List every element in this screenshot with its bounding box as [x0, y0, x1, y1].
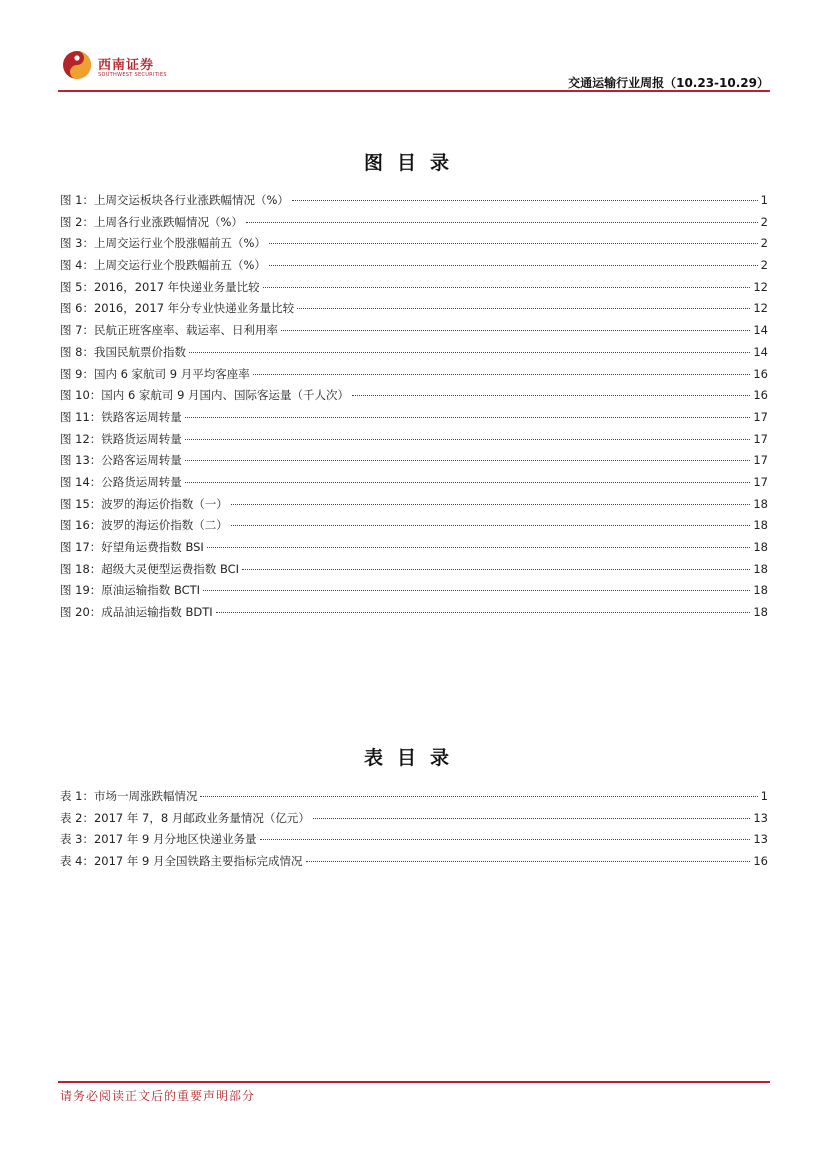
toc-dot-leader	[185, 439, 751, 440]
toc-page-number: 17	[753, 474, 768, 489]
figure-toc-entry[interactable]	[60, 582, 768, 604]
figure-toc-entry[interactable]	[60, 387, 768, 409]
logo-english-name: SOUTHWEST SECURITIES	[98, 72, 167, 78]
toc-dot-leader	[207, 547, 751, 548]
toc-entry-label: 图 20：成品油运输指数 BDTI	[60, 605, 213, 620]
toc-entry-label: 图 7：民航正班客座率、载运率、日利用率	[60, 323, 278, 338]
toc-entry-label: 表 3：2017 年 9 月分地区快递业务量	[60, 832, 257, 847]
figure-toc-entry[interactable]	[60, 366, 768, 388]
toc-entry-label: 图 19：原油运输指数 BCTI	[60, 583, 201, 598]
toc-entry-label: 图 14：公路货运周转量	[60, 474, 182, 489]
table-toc-entry[interactable]	[60, 831, 768, 853]
toc-dot-leader	[306, 861, 751, 862]
toc-entry-label: 图 6：2016，2017 年分专业快递业务量比较	[60, 301, 295, 316]
figure-toc-entry[interactable]	[60, 474, 768, 496]
toc-dot-leader	[313, 818, 751, 819]
toc-dot-leader	[269, 265, 758, 266]
table-toc-title: 表目录	[363, 747, 463, 769]
toc-page-number: 18	[753, 605, 768, 620]
toc-dot-leader	[242, 569, 750, 570]
figure-toc-entry[interactable]	[60, 561, 768, 583]
toc-page-number: 18	[753, 561, 768, 576]
toc-entry-label: 图 11：铁路客运周转量	[60, 409, 182, 424]
header-divider	[58, 90, 770, 92]
table-toc-entry[interactable]	[60, 853, 768, 875]
toc-page-number: 17	[753, 431, 768, 446]
footer-disclaimer: 请务必阅读正文后的重要声明部分	[60, 1089, 256, 1103]
toc-dot-leader	[253, 374, 751, 375]
toc-dot-leader	[231, 504, 751, 505]
toc-dot-leader	[216, 612, 751, 613]
report-title: 交通运输行业周报（10.23-10.29）	[568, 76, 769, 90]
toc-page-number: 2	[760, 236, 768, 251]
figure-toc-entry[interactable]	[60, 431, 768, 453]
toc-dot-leader	[269, 243, 758, 244]
toc-dot-leader	[185, 417, 751, 418]
toc-dot-leader	[203, 590, 750, 591]
toc-entry-label: 图 17：好望角运费指数 BSI	[60, 540, 204, 554]
toc-entry-label: 图 12：铁路货运周转量	[60, 431, 182, 446]
figure-toc-entry[interactable]	[60, 257, 768, 279]
toc-page-number: 18	[753, 496, 768, 511]
toc-page-number: 18	[753, 540, 768, 554]
figure-toc-entry[interactable]	[60, 344, 768, 366]
figure-toc-entry[interactable]	[60, 279, 768, 301]
toc-dot-leader	[200, 796, 757, 797]
toc-page-number: 12	[753, 301, 768, 316]
figure-toc-entry[interactable]	[60, 496, 768, 518]
figure-toc-entry[interactable]	[60, 539, 768, 561]
toc-dot-leader	[189, 352, 750, 353]
toc-dot-leader	[185, 460, 751, 461]
figure-toc-entry[interactable]	[60, 192, 768, 214]
toc-page-number: 13	[753, 832, 768, 847]
toc-dot-leader	[292, 200, 758, 201]
toc-page-number: 17	[753, 409, 768, 424]
toc-entry-label: 图 9：国内 6 家航司 9 月平均客座率	[60, 366, 250, 381]
toc-entry-label: 图 3：上周交运行业个股涨幅前五（%）	[60, 236, 266, 251]
toc-entry-label: 图 15：波罗的海运价指数（一）	[60, 496, 228, 511]
company-logo	[62, 50, 172, 84]
toc-entry-label: 图 4：上周交运行业个股跌幅前五（%）	[60, 258, 266, 273]
toc-dot-leader	[281, 330, 750, 331]
toc-page-number: 13	[753, 810, 768, 825]
table-toc-list	[60, 788, 768, 875]
toc-entry-label: 图 16：波罗的海运价指数（二）	[60, 518, 228, 533]
toc-dot-leader	[260, 839, 751, 840]
figure-toc-entry[interactable]	[60, 604, 768, 626]
table-toc-entry[interactable]	[60, 788, 768, 810]
toc-entry-label: 图 2：上周各行业涨跌幅情况（%）	[60, 214, 243, 229]
toc-page-number: 18	[753, 583, 768, 598]
toc-page-number: 16	[753, 854, 768, 869]
toc-page-number: 18	[753, 518, 768, 533]
toc-page-number: 14	[753, 323, 768, 338]
figure-toc-title: 图目录	[363, 152, 463, 174]
toc-dot-leader	[246, 222, 758, 223]
figure-toc-entry[interactable]	[60, 300, 768, 322]
toc-dot-leader	[263, 287, 751, 288]
footer-divider	[58, 1081, 770, 1083]
toc-page-number: 2	[760, 258, 768, 273]
toc-entry-label: 图 1：上周交运板块各行业涨跌幅情况（%）	[60, 193, 289, 207]
toc-entry-label: 图 5：2016，2017 年快递业务量比较	[60, 279, 260, 294]
toc-entry-label: 表 2：2017 年 7，8 月邮政业务量情况（亿元）	[60, 810, 310, 825]
figure-toc-list	[60, 192, 768, 626]
toc-entry-label: 图 13：公路客运周转量	[60, 453, 182, 468]
toc-entry-label: 图 10：国内 6 家航司 9 月国内、国际客运量（千人次）	[60, 388, 350, 403]
toc-page-number: 1	[760, 193, 768, 207]
toc-entry-label: 表 1：市场一周涨跌幅情况	[60, 789, 198, 803]
toc-page-number: 16	[753, 366, 768, 381]
toc-dot-leader	[297, 308, 750, 309]
figure-toc-entry[interactable]	[60, 452, 768, 474]
figure-toc-entry[interactable]	[60, 409, 768, 431]
toc-page-number: 14	[753, 344, 768, 359]
figure-toc-entry[interactable]	[60, 322, 768, 344]
figure-toc-entry[interactable]	[60, 235, 768, 257]
figure-toc-entry[interactable]	[60, 214, 768, 236]
toc-dot-leader	[352, 395, 750, 396]
toc-dot-leader	[185, 482, 751, 483]
logo-chinese-name: 西南证券	[98, 58, 155, 73]
toc-entry-label: 图 8：我国民航票价指数	[60, 344, 186, 359]
table-toc-entry[interactable]	[60, 810, 768, 832]
toc-entry-label: 表 4：2017 年 9 月全国铁路主要指标完成情况	[60, 854, 303, 869]
toc-page-number: 17	[753, 453, 768, 468]
toc-entry-label: 图 18：超级大灵便型运费指数 BCI	[60, 561, 240, 576]
toc-page-number: 16	[753, 388, 768, 403]
toc-page-number: 1	[760, 789, 768, 803]
figure-toc-entry[interactable]	[60, 517, 768, 539]
company-logo-icon	[62, 50, 92, 80]
toc-dot-leader	[231, 525, 751, 526]
toc-page-number: 12	[753, 279, 768, 294]
toc-page-number: 2	[760, 214, 768, 229]
